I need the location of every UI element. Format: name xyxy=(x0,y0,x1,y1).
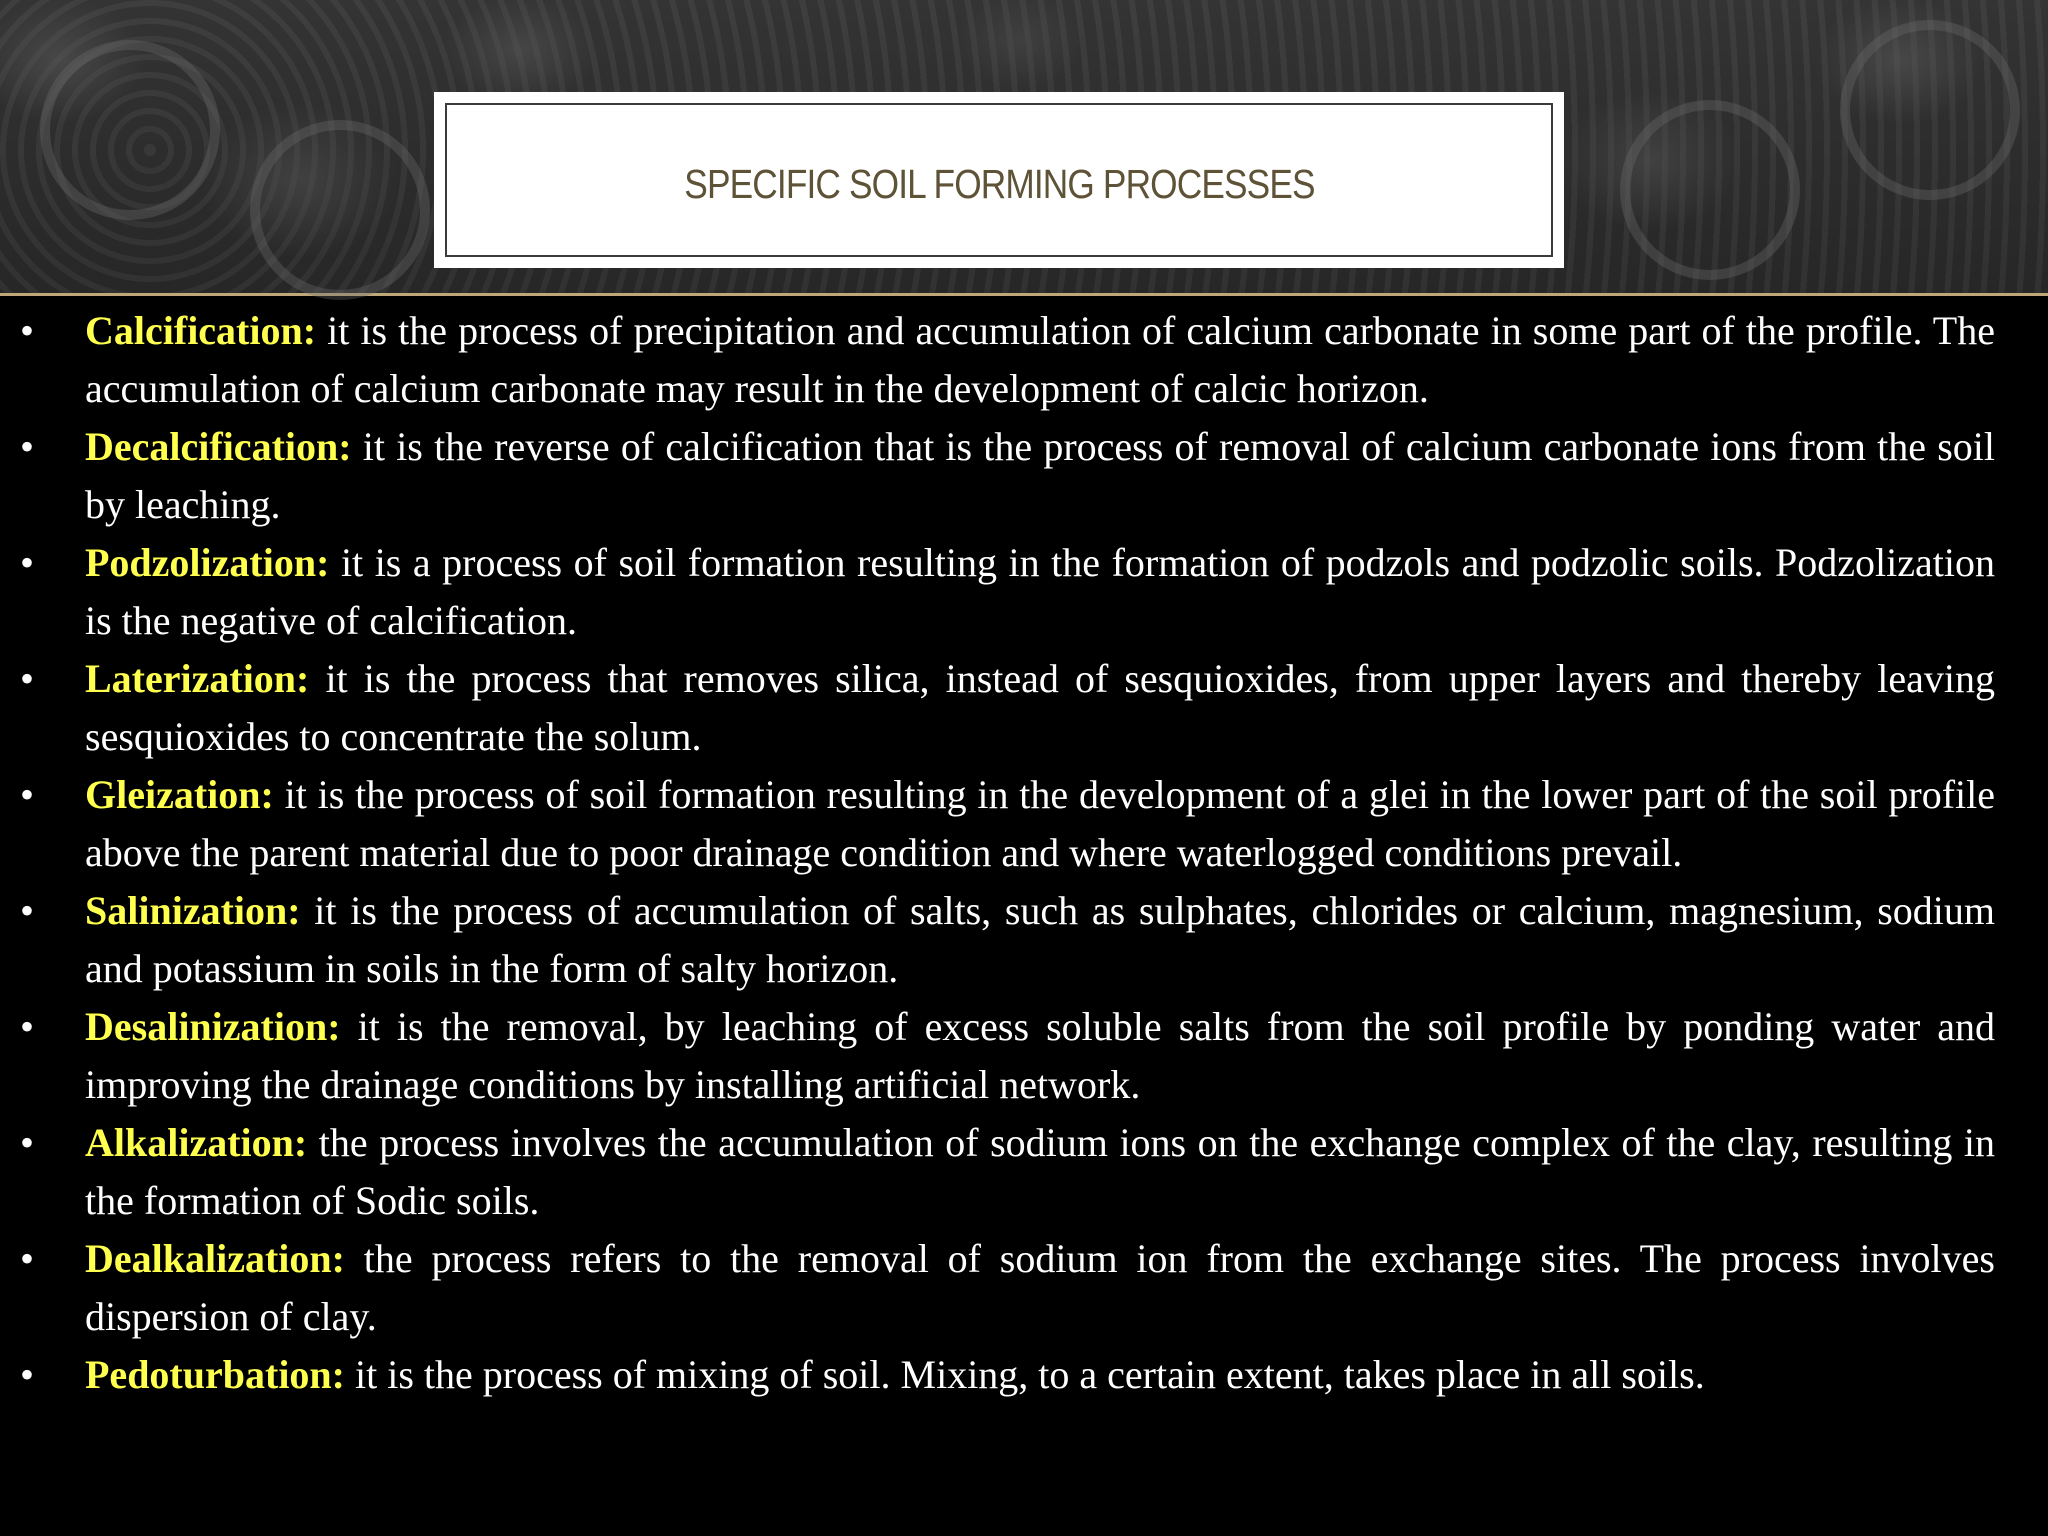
process-list xyxy=(20,302,1995,1404)
damask-banner xyxy=(0,0,2048,296)
bullet-icon: • xyxy=(20,1004,35,1049)
list-item xyxy=(20,650,1995,766)
process-description: it is a process of soil formation resulting in the formation of podzols and podzolic soils. Podzolization is the negative of calcification. xyxy=(85,540,1995,643)
process-description: it is the process of mixing of soil. Mixing, to a certain extent, takes place in all soils. xyxy=(345,1352,1705,1397)
title-box-frame xyxy=(445,103,1553,257)
bullet-icon: • xyxy=(20,1120,35,1165)
bullet-icon: • xyxy=(20,656,35,701)
process-description: it is the process of precipitation and accumulation of calcium carbonate in some part of the profile. The accumulation of calcium carbonate may result in the development of calcic horizon. xyxy=(85,308,1995,411)
damask-ornament-icon xyxy=(1620,100,1800,280)
damask-ornament-icon xyxy=(40,40,220,220)
bullet-icon: • xyxy=(20,424,35,469)
title-box xyxy=(437,95,1561,265)
list-item xyxy=(20,882,1995,998)
process-term: Desalinization: xyxy=(85,1004,341,1049)
bullet-icon: • xyxy=(20,888,35,933)
process-description: the process involves the accumulation of sodium ions on the exchange complex of the clay, resulting in the formation of Sodic soils. xyxy=(85,1120,1995,1223)
list-item xyxy=(20,998,1995,1114)
process-description: it is the process that removes silica, instead of sesquioxides, from upper layers and thereby leaving sesquioxides to concentrate the solum. xyxy=(85,656,1995,759)
slide-title: SPECIFIC SOIL FORMING PROCESSES xyxy=(683,160,1315,207)
list-item xyxy=(20,1114,1995,1230)
process-term: Laterization: xyxy=(85,656,310,701)
list-item xyxy=(20,1230,1995,1346)
process-term: Dealkalization: xyxy=(85,1236,345,1281)
process-description: it is the process of soil formation resulting in the development of a glei in the lower part of the soil profile above the parent material due to poor drainage condition and where waterlogged conditions prevail. xyxy=(85,772,1995,875)
process-term: Calcification: xyxy=(85,308,317,353)
process-term: Pedoturbation: xyxy=(85,1352,345,1397)
damask-ornament-icon xyxy=(1840,20,2020,200)
process-description: the process refers to the removal of sodium ion from the exchange sites. The process involves dispersion of clay. xyxy=(85,1236,1995,1339)
process-term: Podzolization: xyxy=(85,540,330,585)
process-term: Salinization: xyxy=(85,888,301,933)
list-item xyxy=(20,302,1995,418)
process-description: it is the removal, by leaching of excess soluble salts from the soil profile by ponding water and improving the drainage conditions by installing artificial network. xyxy=(85,1004,1995,1107)
bullet-icon: • xyxy=(20,308,35,353)
bullet-icon: • xyxy=(20,772,35,817)
process-term: Gleization: xyxy=(85,772,274,817)
bullet-icon: • xyxy=(20,1236,35,1281)
list-item xyxy=(20,1346,1995,1404)
bullet-icon: • xyxy=(20,1352,35,1397)
bullet-icon: • xyxy=(20,540,35,585)
list-item xyxy=(20,766,1995,882)
process-description: it is the process of accumulation of salts, such as sulphates, chlorides or calcium, magnesium, sodium and potassium in soils in the form of salty horizon. xyxy=(85,888,1995,991)
process-term: Decalcification: xyxy=(85,424,352,469)
damask-ornament-icon xyxy=(250,120,430,300)
list-item xyxy=(20,534,1995,650)
list-item xyxy=(20,418,1995,534)
process-term: Alkalization: xyxy=(85,1120,308,1165)
process-description: it is the reverse of calcification that is the process of removal of calcium carbonate ions from the soil by leaching. xyxy=(85,424,1995,527)
